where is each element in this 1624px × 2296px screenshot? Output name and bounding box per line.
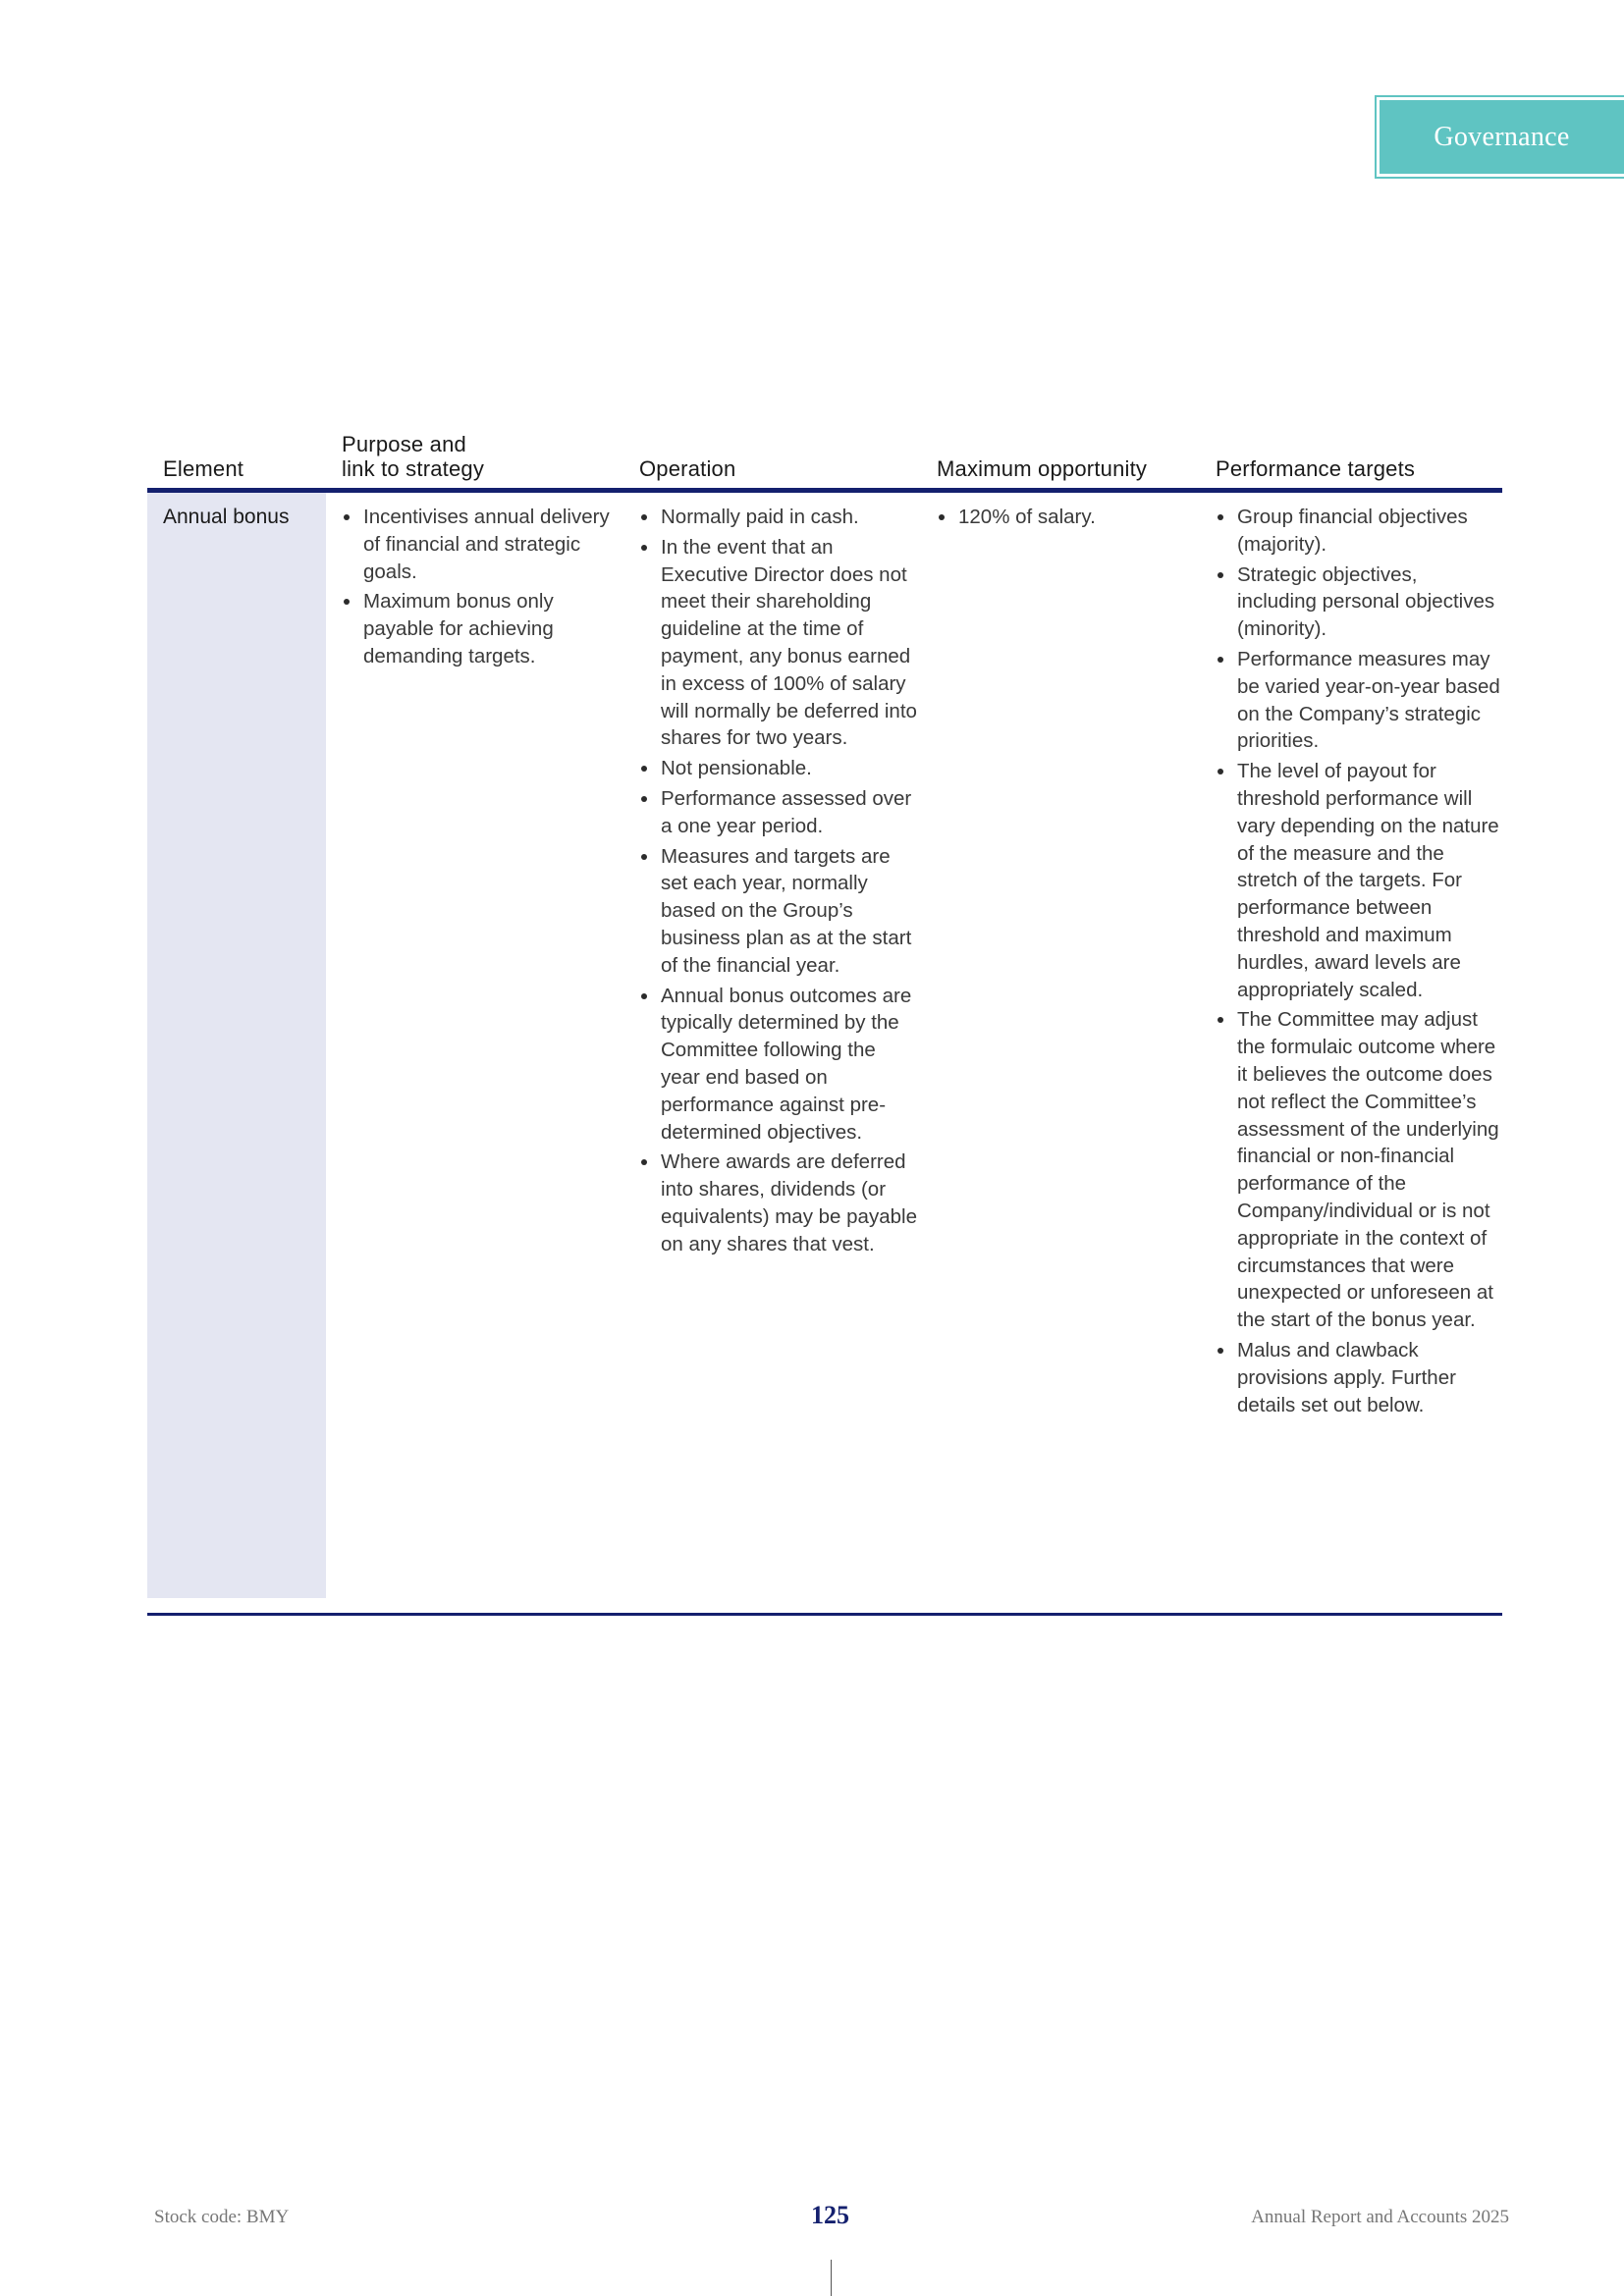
footer-divider xyxy=(831,2260,832,2296)
table-row xyxy=(147,493,1502,1598)
list-item-text: In the event that an Executive Director does not meet their shareholding guideline at the time of payment, any bonus earned in excess of 100% of salary will normally be deferred into shares for two years. xyxy=(661,535,917,750)
list-item xyxy=(1215,561,1501,643)
table-header xyxy=(147,422,1502,488)
bullet-icon xyxy=(641,1159,647,1165)
footer-page-number: 125 xyxy=(811,2201,849,2229)
operation-cell xyxy=(638,504,918,1261)
list-item xyxy=(936,504,1201,531)
list-item xyxy=(1215,1337,1501,1418)
bullet-icon xyxy=(641,993,647,999)
list-item-text: Incentivises annual delivery of financial and strategic goals. xyxy=(363,506,610,583)
bullet-icon xyxy=(939,514,945,520)
list-item xyxy=(341,588,616,669)
list-item xyxy=(1215,504,1501,559)
header-purpose-line2: link to strategy xyxy=(342,456,485,481)
bullet-icon xyxy=(1218,657,1223,663)
list-item-text: Where awards are deferred into shares, dividends (or equivalents) may be payable on any shares that vest. xyxy=(661,1150,917,1255)
header-operation: Operation xyxy=(639,456,736,481)
maximum-opportunity-list xyxy=(936,504,1201,531)
footer-stock-code: Stock code: BMY xyxy=(154,2207,290,2227)
list-item xyxy=(638,843,918,980)
element-cell xyxy=(147,493,326,1598)
list-item-text: Not pensionable. xyxy=(661,757,812,780)
list-item xyxy=(1215,646,1501,755)
list-item xyxy=(1215,758,1501,1003)
list-item-text: Malus and clawback provisions apply. Further details set out below. xyxy=(1237,1338,1456,1416)
operation-list xyxy=(638,504,918,1258)
section-tab-governance xyxy=(1375,95,1624,179)
purpose-list xyxy=(341,504,616,670)
list-item-text: Group financial objectives (majority). xyxy=(1237,506,1468,556)
bullet-icon xyxy=(641,796,647,802)
footer-report-title: Annual Report and Accounts 2025 xyxy=(1251,2207,1509,2227)
bullet-icon xyxy=(1218,769,1223,774)
bullet-icon xyxy=(344,599,350,605)
bullet-icon xyxy=(1218,1348,1223,1354)
maximum-opportunity-cell xyxy=(936,504,1201,534)
remuneration-policy-table xyxy=(147,422,1502,1416)
element-label: Annual bonus xyxy=(163,506,290,528)
bullet-icon xyxy=(641,766,647,772)
list-item xyxy=(1215,1006,1501,1334)
list-item-text: Performance assessed over a one year period. xyxy=(661,786,912,837)
list-item xyxy=(638,755,918,782)
bullet-icon xyxy=(641,545,647,551)
header-purpose-line1: Purpose and xyxy=(342,432,466,456)
list-item-text: Performance measures may be varied year-on-year based on the Company’s strategic priorities. xyxy=(1237,647,1500,753)
list-item-text: Annual bonus outcomes are typically determined by the Committee following the year end based on performance against pre-determined objectives. xyxy=(661,984,912,1144)
header-performance-targets: Performance targets xyxy=(1216,456,1416,481)
performance-targets-list xyxy=(1215,504,1501,1418)
table-bottom-rule xyxy=(147,1613,1502,1616)
list-item xyxy=(638,534,918,752)
header-purpose xyxy=(342,432,484,481)
list-item xyxy=(638,983,918,1147)
list-item xyxy=(638,504,918,531)
bullet-icon xyxy=(1218,514,1223,520)
bullet-icon xyxy=(1218,1017,1223,1023)
performance-targets-cell xyxy=(1215,504,1501,1421)
list-item-text: The Committee may adjust the formulaic outcome where it believes the outcome does not reflect the Committee’s assessment of the underlying financial or non-financial performance of the Company/individual or is not appropriate in the context of circumstances that were unexpected or unforeseen at the start of the bonus year. xyxy=(1237,1008,1499,1332)
list-item-text: Strategic objectives, including personal objectives (minority). xyxy=(1237,562,1495,641)
section-tab-label: Governance xyxy=(1380,100,1624,174)
bullet-icon xyxy=(1218,572,1223,578)
bullet-icon xyxy=(641,514,647,520)
list-item xyxy=(341,504,616,585)
list-item-text: The level of payout for threshold performance will vary depending on the nature of the measure and the stretch of the targets. For performance between threshold and maximum hurdles, award levels are appropriately scaled. xyxy=(1237,760,1499,1001)
list-item-text: 120% of salary. xyxy=(958,506,1096,528)
list-item-text: Maximum bonus only payable for achieving demanding targets. xyxy=(363,590,554,667)
purpose-cell xyxy=(341,504,616,673)
list-item-text: Measures and targets are set each year, normally based on the Group’s business plan as at the start of the financial year. xyxy=(661,844,912,977)
list-item xyxy=(638,785,918,840)
header-maximum-opportunity: Maximum opportunity xyxy=(937,456,1148,481)
bullet-icon xyxy=(344,514,350,520)
list-item xyxy=(638,1148,918,1257)
bullet-icon xyxy=(641,854,647,860)
list-item-text: Normally paid in cash. xyxy=(661,506,859,528)
header-element: Element xyxy=(163,456,244,481)
